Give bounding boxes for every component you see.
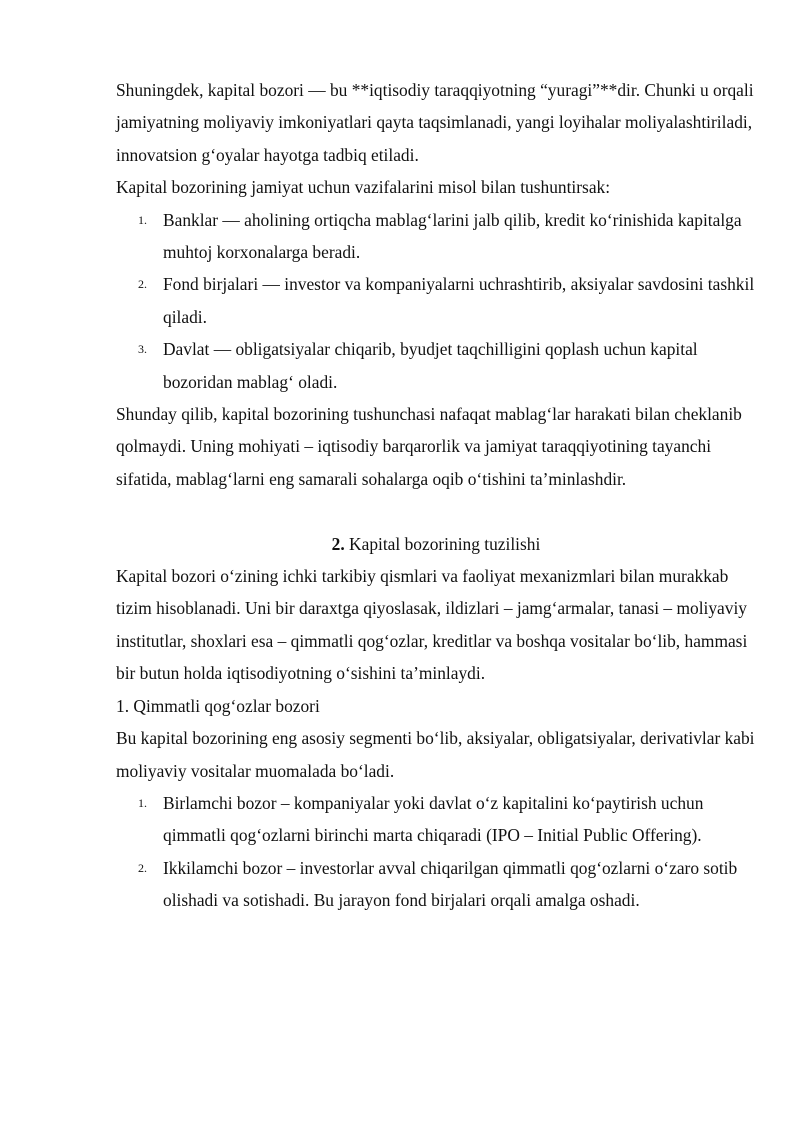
securities-paragraph: Bu kapital bozorining eng asosiy segmenti bo‘lib, aksiyalar, obligatsiyalar, derivativlar kabi moliyaviy vositalar muomalada bo‘ladi. [116,728,755,781]
subsection-title: 1. Qimmatli qog‘ozlar bozori [116,695,320,716]
document-body [116,74,756,917]
list-marker: 2. [138,860,147,875]
list-item-text: Ikkilamchi bozor – investorlar avval chiqarilgan qimmatli qog‘ozlarni o‘zaro sotib olishadi va sotishadi. Bu jarayon fond birjalari orqali amalga oshadi. [163,857,738,911]
list-item-text: Fond birjalari — investor va kompaniyalarni uchrashtirib, aksiyalar savdosini tashkil qiladi. [163,274,755,327]
list-item [116,852,756,917]
functions-intro: Kapital bozorining jamiyat uchun vazifalarini misol bilan tushuntirsak: [116,177,611,198]
markets-list [116,787,756,917]
list-item [116,268,756,333]
section-number: 2. [331,533,345,554]
list-marker: 1. [138,212,147,227]
functions-list [116,204,756,398]
section-title-text: Kapital bozorining tuzilishi [344,533,541,554]
list-marker: 1. [138,795,147,810]
list-marker: 2. [138,277,147,292]
intro-paragraph: Shuningdek, kapital bozori — bu **iqtisodiy taraqqiyotning “yuragi”**dir. Chunki u orqali jamiyatning moliyaviy imkoniyatlari qayta taqsimlanadi, yangi loyihalar moliyalashtiriladi, innovatsion g‘oyalar hayotga tadbiq etiladi. [116,80,754,165]
structure-paragraph: Kapital bozori o‘zining ichki tarkibiy qismlari va faoliyat mexanizmlari bilan murakkab tizim hisoblanadi. Uni bir daraxtga qiyoslasak, ildizlari – jamg‘armalar, tanasi – moliyaviy institutlar, shoxlari esa – qimmatli qog‘ozlar, kreditlar va boshqa vositalar bo‘lib, hammasi bir butun holda iqtisodiyotning o‘sishini ta’minlaydi. [116,566,748,684]
list-item-text: Birlamchi bozor – kompaniyalar yoki davlat o‘z kapitalini ko‘paytirish uchun qimmatli qog‘ozlarni birinchi marta chiqaradi (IPO – Initial Public Offering). [163,792,704,846]
list-item [116,787,756,852]
paragraph-spacer [116,495,756,527]
list-item [116,333,756,398]
section-heading [116,528,756,560]
list-marker: 3. [138,342,147,357]
list-item [116,204,756,269]
list-item-text: Banklar — aholining ortiqcha mablag‘larini jalb qilib, kredit ko‘rinishida kapitalga muhtoj korxonalarga beradi. [163,209,742,263]
conclusion-paragraph: Shunday qilib, kapital bozorining tushunchasi nafaqat mablag‘lar harakati bilan cheklanib qolmaydi. Uning mohiyati – iqtisodiy barqarorlik va jamiyat taraqqiyotining tayanchi sifatida, mablag‘larni eng samarali sohalarga oqib o‘tishini ta’minlashdir. [116,404,742,489]
list-item-text: Davlat — obligatsiyalar chiqarib, byudjet taqchilligini qoplash uchun kapital bozoridan mablag‘ oladi. [163,339,698,392]
